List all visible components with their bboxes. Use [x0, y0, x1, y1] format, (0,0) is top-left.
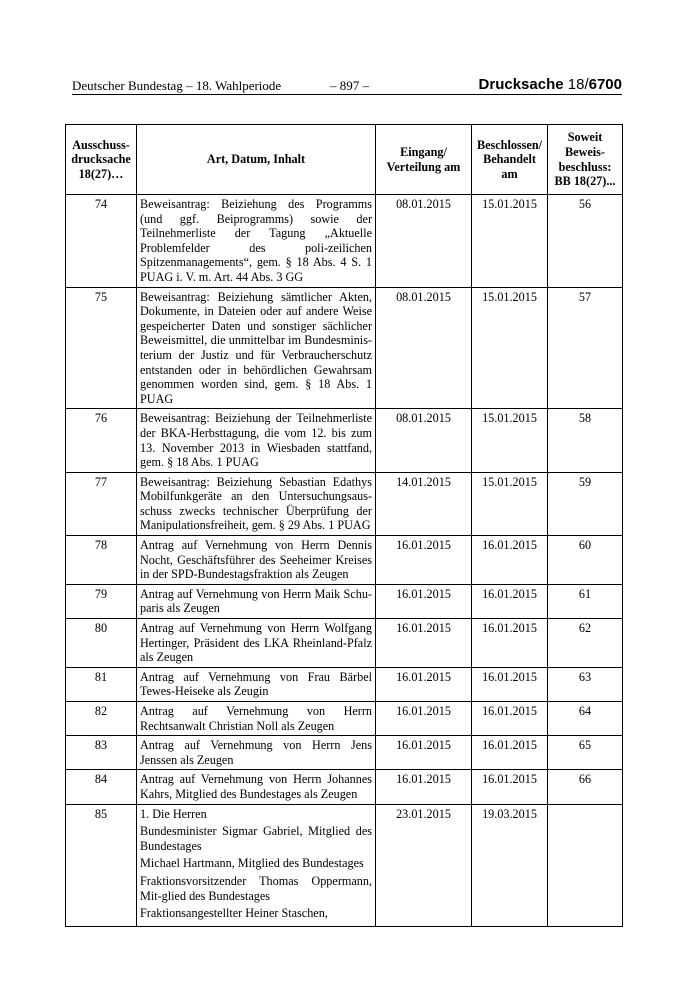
- row-number: 85: [66, 804, 137, 926]
- header-eingang: Eingang/ Verteilung am: [376, 125, 472, 195]
- witness-list-item: Bundesminister Sigmar Gabriel, Mitglied des Bundestages: [140, 824, 372, 853]
- header-beschlossen: Beschlossen/ Behandelt am: [472, 125, 548, 195]
- row-number: 78: [66, 536, 137, 585]
- document-number: [479, 76, 622, 93]
- witness-list-item: Michael Hartmann, Mitglied des Bundestages: [140, 856, 364, 871]
- row-number: 81: [66, 667, 137, 701]
- witness-list-item: Fraktionsvorsitzender Thomas Oppermann, Mit-glied des Bundestages: [140, 873, 372, 903]
- row-beschlossen-date: 16.01.2015: [472, 702, 548, 736]
- row-content: Beweisantrag: Beiziehung des Programms (und ggf. Beiprogramms) sowie der Teilnehmerliste der Tagung „Aktuelle Problemfelder des poli-zeilichen Spitzenmanagements“, gem. § 18 Abs. 4 S. 1 PUAG i. V. m. Art. 44 Abs. 3 GG: [137, 195, 376, 288]
- page-number: – 897 –: [330, 78, 369, 93]
- row-content: Antrag auf Vernehmung von Herrn Johannes Kahrs, Mitglied des Bundestages als Zeugen: [137, 770, 376, 804]
- row-beschlossen-date: 16.01.2015: [472, 619, 548, 668]
- header-title: Deutscher Bundestag – 18. Wahlperiode: [72, 78, 282, 93]
- table-row: [66, 409, 623, 472]
- row-beweisbeschluss: 60: [548, 536, 623, 585]
- row-number: 80: [66, 619, 137, 668]
- row-eingang-date: 16.01.2015: [376, 736, 472, 770]
- row-eingang-date: 16.01.2015: [376, 584, 472, 618]
- drucksachen-table: [65, 124, 623, 927]
- header-ausschussdrucksache: Ausschuss-drucksache 18(27)…: [66, 125, 137, 195]
- row-beschlossen-date: 16.01.2015: [472, 584, 548, 618]
- row-eingang-date: 08.01.2015: [376, 287, 472, 409]
- row-content: Beweisantrag: Beiziehung Sebastian Edathys Mobilfunkgeräte an den Untersuchungsaus-schuss zwecks technischer Überprüfung der Manipulationsfreiheit, gem. § 29 Abs. 1 PUAG: [137, 472, 376, 535]
- row-beschlossen-date: 19.03.2015: [472, 804, 548, 926]
- row-beschlossen-date: 16.01.2015: [472, 667, 548, 701]
- row-beweisbeschluss: 62: [548, 619, 623, 668]
- table-row: [66, 804, 623, 926]
- row-content: Antrag auf Vernehmung von Herrn Wolfgang Hertinger, Präsident des LKA Rheinland-Pfalz als Zeugen: [137, 619, 376, 668]
- doc-label: Drucksache: [478, 76, 564, 93]
- row-beweisbeschluss: 59: [548, 472, 623, 535]
- doc-number: 6700: [588, 76, 622, 93]
- row-eingang-date: 16.01.2015: [376, 667, 472, 701]
- row-number: 83: [66, 736, 137, 770]
- row-content: Antrag auf Vernehmung von Herrn Rechtsanwalt Christian Noll als Zeugen: [137, 702, 376, 736]
- header-art-datum-inhalt: Art, Datum, Inhalt: [137, 125, 376, 195]
- row-number: 79: [66, 584, 137, 618]
- row-eingang-date: 08.01.2015: [376, 409, 472, 472]
- row-beweisbeschluss: 61: [548, 584, 623, 618]
- row-number: 74: [66, 195, 137, 288]
- table-header-row: [66, 125, 623, 195]
- witness-list-item: Fraktionsangestellter Heiner Staschen,: [140, 906, 328, 921]
- row-content: Beweisantrag: Beiziehung der Teilnehmerliste der BKA-Herbsttagung, die vom 12. bis zum 13. November 2013 in Wiesbaden stattfand, gem. § 18 Abs. 1 PUAG: [137, 409, 376, 472]
- row-content: [137, 804, 376, 926]
- row-beweisbeschluss: 64: [548, 702, 623, 736]
- table-row: [66, 584, 623, 618]
- row-eingang-date: 14.01.2015: [376, 472, 472, 535]
- row-number: 75: [66, 287, 137, 409]
- row-beschlossen-date: 16.01.2015: [472, 536, 548, 585]
- row-beweisbeschluss: 57: [548, 287, 623, 409]
- row-eingang-date: 08.01.2015: [376, 195, 472, 288]
- row-beweisbeschluss: 66: [548, 770, 623, 804]
- header-beweisbeschluss: Soweit Beweis-beschluss: BB 18(27)...: [548, 125, 623, 195]
- row-beschlossen-date: 15.01.2015: [472, 287, 548, 409]
- row-content: Antrag auf Vernehmung von Frau Bärbel Tewes-Heiseke als Zeugin: [137, 667, 376, 701]
- row-beweisbeschluss: 56: [548, 195, 623, 288]
- row-number: 84: [66, 770, 137, 804]
- table-row: [66, 619, 623, 668]
- table-row: [66, 536, 623, 585]
- row-eingang-date: 16.01.2015: [376, 770, 472, 804]
- row-eingang-date: 16.01.2015: [376, 619, 472, 668]
- row-beschlossen-date: 15.01.2015: [472, 409, 548, 472]
- table-row: [66, 702, 623, 736]
- row-beweisbeschluss: 58: [548, 409, 623, 472]
- row-beweisbeschluss: 65: [548, 736, 623, 770]
- row-eingang-date: 16.01.2015: [376, 536, 472, 585]
- table-row: [66, 472, 623, 535]
- header-rule: [72, 94, 622, 95]
- witness-list-item: 1. Die Herren: [140, 806, 207, 821]
- table-row: [66, 287, 623, 409]
- doc-number-prefix: 18/: [567, 76, 589, 93]
- row-beschlossen-date: 16.01.2015: [472, 736, 548, 770]
- row-content: Beweisantrag: Beiziehung sämtlicher Akten, Dokumente, in Dateien oder auf andere Weise gespeicherter Daten und sonstiger sächlicher Beweismittel, die unmittelbar im Bundesminis-terium der Justiz und für Verbraucherschutz entstanden oder in behördlichen Gewahrsam genommen worden sind, gem. § 18 Abs. 1 PUAG: [137, 287, 376, 409]
- row-content: Antrag auf Vernehmung von Herrn Maik Schu-paris als Zeugen: [137, 584, 376, 618]
- row-eingang-date: 23.01.2015: [376, 804, 472, 926]
- row-content: Antrag auf Vernehmung von Herrn Jens Jenssen als Zeugen: [137, 736, 376, 770]
- row-eingang-date: 16.01.2015: [376, 702, 472, 736]
- table-row: [66, 667, 623, 701]
- table-row: [66, 195, 623, 288]
- page-header: [72, 76, 622, 96]
- row-number: 77: [66, 472, 137, 535]
- table-row: [66, 770, 623, 804]
- row-beschlossen-date: 15.01.2015: [472, 472, 548, 535]
- row-beschlossen-date: 16.01.2015: [472, 770, 548, 804]
- row-beweisbeschluss: 63: [548, 667, 623, 701]
- table-row: [66, 736, 623, 770]
- row-beschlossen-date: 15.01.2015: [472, 195, 548, 288]
- row-number: 76: [66, 409, 137, 472]
- row-number: 82: [66, 702, 137, 736]
- row-beweisbeschluss: [548, 804, 623, 926]
- row-content: Antrag auf Vernehmung von Herrn Dennis Nocht, Geschäftsführer des Seeheimer Kreises in der SPD-Bundestagsfraktion als Zeugen: [137, 536, 376, 585]
